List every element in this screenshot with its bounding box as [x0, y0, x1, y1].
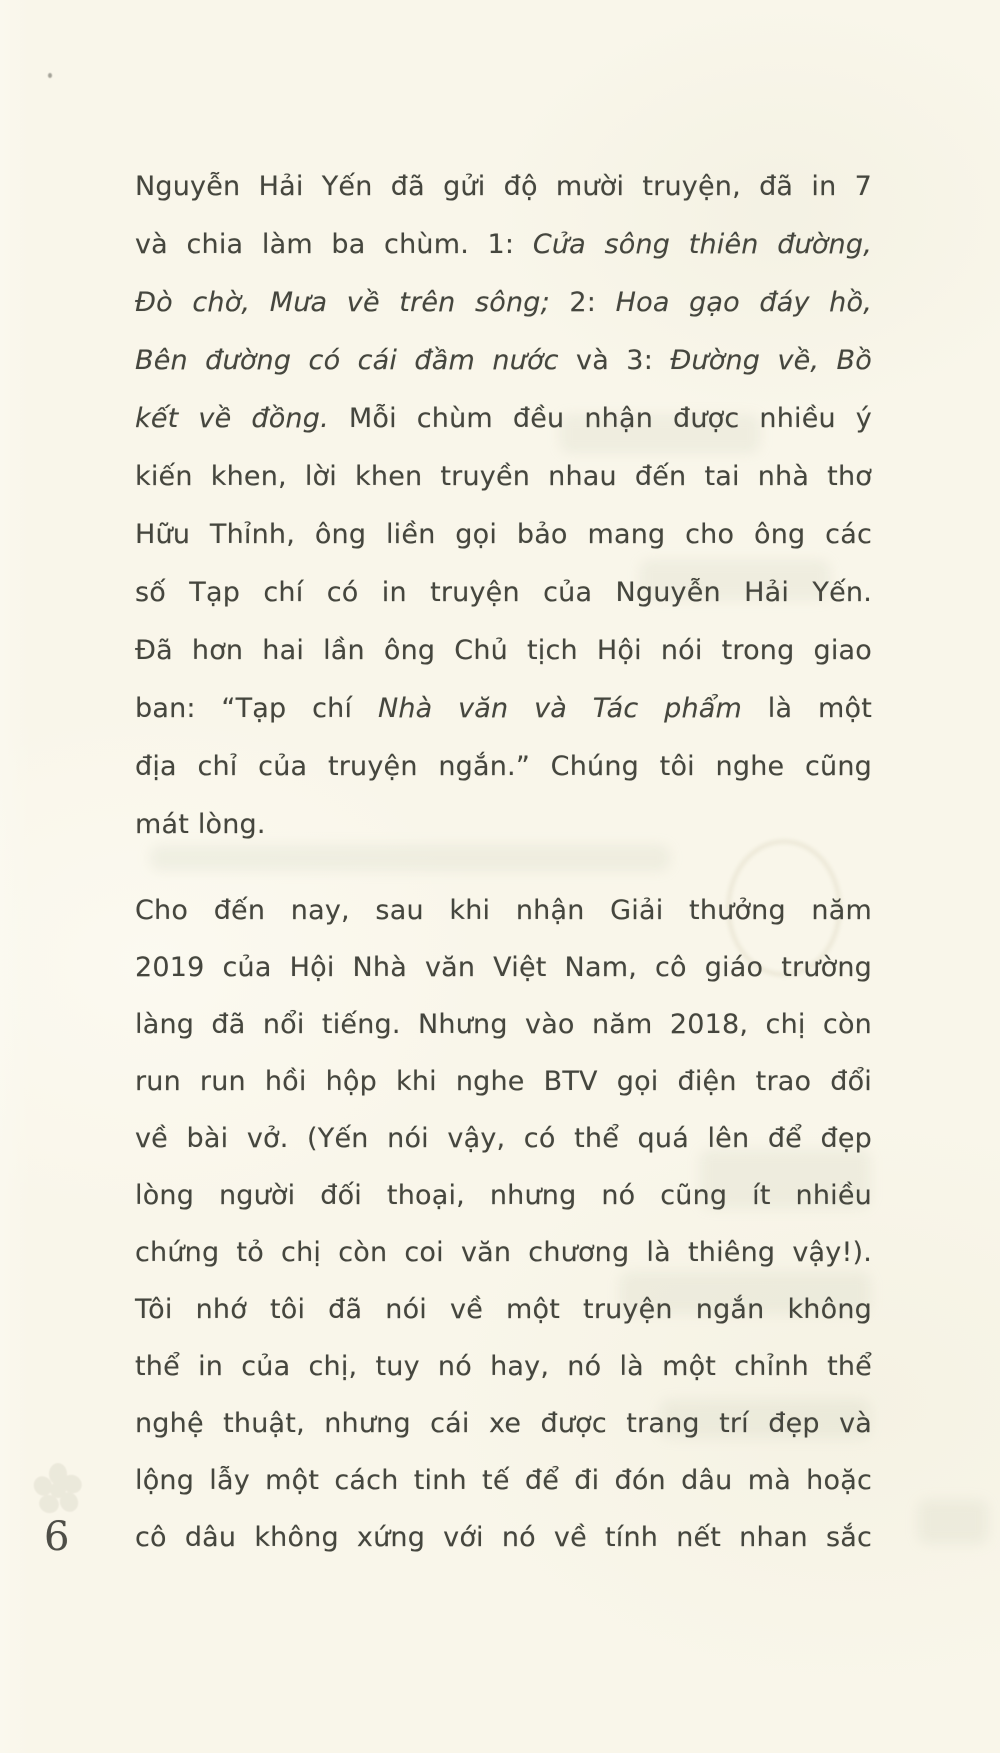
- text-segment: địa chỉ của truyện ngắn.” Chúng tôi nghe cũng: [135, 751, 872, 782]
- text-segment: Đã hơn hai lần ông Chủ tịch Hội nói trong giao: [135, 635, 872, 666]
- text-line: [135, 564, 872, 622]
- text-line: [135, 1110, 872, 1167]
- italic-text-segment: Nhà văn và Tác phẩm: [377, 693, 743, 724]
- text-line: [135, 1224, 872, 1281]
- italic-text-segment: Đò chờ, Mưa về trên sông;: [135, 287, 550, 318]
- text-line: [135, 882, 872, 939]
- text-line: [135, 448, 872, 506]
- text-segment: kiến khen, lời khen truyền nhau đến tai nhà thơ: [135, 461, 872, 492]
- text-segment: chứng tỏ chị còn coi văn chương là thiêng vậy!).: [135, 1237, 872, 1268]
- text-segment: nghệ thuật, nhưng cái xe được trang trí đẹp và: [135, 1408, 872, 1439]
- text-line: [135, 1338, 872, 1395]
- text-line: [135, 796, 872, 854]
- text-segment: Cho đến nay, sau khi nhận Giải thưởng năm: [135, 895, 872, 926]
- text-line: [135, 332, 872, 390]
- text-segment: và chia làm ba chùm. 1:: [135, 229, 533, 260]
- text-segment: làng đã nổi tiếng. Nhưng vào năm 2018, chị còn: [135, 1009, 872, 1040]
- text-line: [135, 1395, 872, 1452]
- text-line: [135, 1167, 872, 1224]
- text-line: [135, 274, 872, 332]
- text-segment: mát lòng.: [135, 809, 266, 840]
- text-line: [135, 996, 872, 1053]
- text-line: [135, 1509, 872, 1566]
- text-segment: Hữu Thỉnh, ông liền gọi bảo mang cho ông các: [135, 519, 872, 550]
- text-segment: Tôi nhớ tôi đã nói về một truyện ngắn không: [135, 1294, 872, 1325]
- text-line: [135, 390, 872, 448]
- italic-text-segment: kết về đồng.: [135, 403, 329, 434]
- text-segment: là một: [742, 693, 872, 724]
- text-segment: số Tạp chí có in truyện của Nguyễn Hải Yến.: [135, 577, 872, 608]
- text-segment: và 3:: [558, 345, 671, 376]
- italic-text-segment: Hoa gạo đáy hồ,: [615, 287, 872, 318]
- text-segment: 2019 của Hội Nhà văn Việt Nam, cô giáo trường: [135, 952, 872, 983]
- text-segment: 2:: [549, 287, 616, 318]
- text-segment: run run hồi hộp khi nghe BTV gọi điện trao đổi: [135, 1066, 872, 1097]
- text-segment: lòng người đối thoại, nhưng nó cũng ít nhiều: [135, 1180, 872, 1211]
- text-segment: về bài vở. (Yến nói vậy, có thể quá lên để đẹp: [135, 1123, 872, 1154]
- text-line: [135, 680, 872, 738]
- text-segment: ban: “Tạp chí: [135, 693, 378, 724]
- text-line: [135, 939, 872, 996]
- text-line: [135, 1281, 872, 1338]
- text-line: [135, 622, 872, 680]
- text-segment: Nguyễn Hải Yến đã gửi độ mười truyện, đã in 7: [135, 171, 872, 202]
- italic-text-segment: Bên đường có cái đầm nước: [135, 345, 559, 376]
- text-segment: thể in của chị, tuy nó hay, nó là một chỉnh thể: [135, 1351, 872, 1382]
- text-line: [135, 1053, 872, 1110]
- text-line: [135, 216, 872, 274]
- text-segment: cô dâu không xứng với nó về tính nết nhan sắc: [135, 1522, 872, 1553]
- text-line: [135, 1452, 872, 1509]
- italic-text-segment: Đường về, Bồ: [670, 345, 872, 376]
- italic-text-segment: Cửa sông thiên đường,: [532, 229, 872, 260]
- flower-ornament-icon: [31, 1462, 85, 1518]
- scan-speck-artifact: [48, 73, 52, 78]
- bleedthrough-artifact: [918, 1500, 988, 1544]
- text-line: [135, 506, 872, 564]
- text-line: [135, 738, 872, 796]
- text-segment: lộng lẫy một cách tinh tế để đi đón dâu mà hoặc: [135, 1465, 872, 1496]
- page-number: 6: [44, 1514, 70, 1560]
- text-segment: Mỗi chùm đều nhận được nhiều ý: [328, 403, 872, 434]
- text-line: [135, 158, 872, 216]
- paragraph: [135, 882, 872, 1566]
- paragraph: [135, 158, 872, 854]
